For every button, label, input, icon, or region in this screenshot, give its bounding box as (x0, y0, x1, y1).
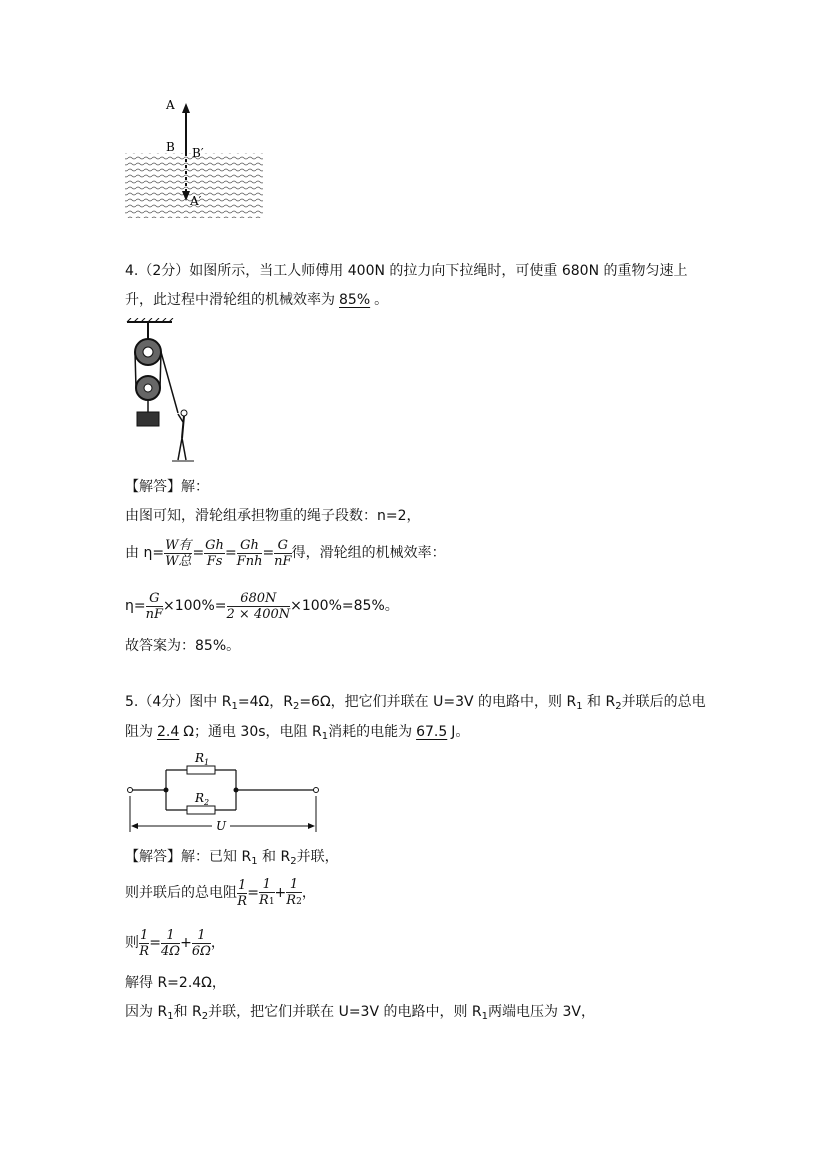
r-a: R (237, 893, 248, 909)
circuit-diagram (122, 748, 332, 838)
worker-head (181, 410, 187, 416)
num680: 680N (227, 591, 291, 607)
sub2d: 2 (290, 856, 297, 867)
q5-sol-label-a: 【解答】解：已知 R (125, 849, 252, 865)
frac-g-nf (274, 538, 291, 569)
one-e: 1 (161, 928, 180, 944)
q4-sol-line2: 由 η= $\frac{\text{W有}}{\text{W总}}$ = $\frac{Gh}{Fs}$ = $\frac{Gh}{\text{Fnh}}$ = $\frac{G}{nF}$ 得，滑轮组的机械效率： (125, 537, 446, 569)
label-b: B (166, 140, 175, 154)
eq-a: = (247, 885, 260, 901)
q4-text-after: 的重物匀速上 (603, 263, 688, 279)
q5-sol-l5-d: 两端电压为 3V， (488, 1004, 595, 1020)
q5-answer2: 67.5 (416, 724, 448, 740)
ohm4: 4Ω (161, 943, 181, 959)
q4-eta-prefix: 由 η= (125, 545, 165, 561)
q5-answer1: 2.4 (157, 724, 180, 740)
q4-solution-label: 【解答】解： (125, 479, 209, 495)
eta: η= (125, 598, 146, 614)
frac-1-r1 (259, 877, 275, 910)
frac-1-r (237, 878, 247, 909)
u-label: U (216, 819, 227, 833)
eq-b: = (149, 935, 162, 951)
sub-r2: 2 (296, 896, 302, 907)
one-b: 1 (259, 877, 275, 893)
water-area (125, 153, 263, 218)
q5-solution-label (125, 848, 339, 871)
w-useful: W有 (165, 537, 192, 553)
q5-l2-c: 消耗的电能为 (328, 724, 413, 740)
r2-den (286, 893, 302, 910)
q4-result: ×100%=85%。 (290, 598, 399, 614)
q5-l2-d: J。 (451, 724, 470, 740)
frac-gh-fs (204, 538, 225, 569)
r-d: R (139, 943, 150, 959)
resistor-r2 (187, 806, 215, 814)
label-a: A (166, 98, 175, 112)
q4-number: 4 (125, 263, 134, 279)
q5-text-b: =4Ω，R (237, 694, 293, 710)
gh-2: Gh (237, 538, 263, 554)
sub2e: 2 (201, 1011, 209, 1022)
sub-r1: 1 (268, 896, 275, 907)
q4-text-l2: 升，此过程中滑轮组的机械效率为 (125, 292, 335, 308)
q4-line2 (125, 291, 388, 309)
q4-score: （2分） (138, 263, 190, 279)
plus-b: + (180, 935, 192, 951)
q5-line2 (125, 723, 469, 746)
r2-label: $R_2$ (195, 791, 210, 807)
nf-2: nF (145, 606, 164, 622)
den2x400: 2 × 400N (226, 606, 291, 622)
g-2: G (146, 591, 163, 607)
weight-block (137, 412, 159, 426)
comma-a: ， (301, 885, 316, 901)
refraction-diagram (120, 95, 270, 225)
r-c: R (286, 892, 297, 908)
gh: Gh (205, 537, 224, 553)
q5-score: （4分） (138, 694, 190, 710)
frac-1-4 (161, 928, 180, 959)
sub1e: 1 (167, 1011, 174, 1022)
ohm6: 6Ω (191, 943, 211, 959)
sub1b: 1 (576, 701, 583, 712)
fs: Fs (206, 553, 223, 569)
q5-l2-b: Ω；通电 30s，电阻 R (183, 724, 322, 740)
q5-sol-line3 (125, 922, 225, 964)
comma-b: ， (210, 935, 225, 951)
q5-sol-l5-a: 因为 R (125, 1004, 168, 1020)
sub1d: 1 (251, 856, 258, 867)
sub2b: 2 (615, 701, 622, 712)
one-c: 1 (286, 877, 302, 893)
q5-number: 5 (125, 694, 134, 710)
pulley-diagram (122, 318, 202, 468)
q4-sol-line3 (125, 585, 399, 627)
q4-weight: 680N (561, 263, 600, 279)
q4-final: 故答案为：85%。 (125, 638, 241, 654)
q4-text-mid: 的拉力向下拉绳时，可使重 (389, 263, 558, 279)
frac-w (164, 538, 192, 569)
nf: nF (274, 553, 292, 569)
r-b: R (259, 892, 269, 908)
fnh: Fnh (236, 553, 263, 569)
q4-period: 。 (374, 292, 389, 308)
frac-1-r-b (139, 928, 149, 959)
g: G (274, 538, 291, 554)
label-b-prime: B′ (192, 146, 204, 160)
sub1c: 1 (321, 731, 329, 742)
q5-text-c: =6Ω，把它们并联在 U=3V 的电路中，则 R (299, 694, 577, 710)
arrow-head-up (182, 103, 190, 113)
r1-label: $R_1$ (195, 751, 210, 767)
sub2: 2 (292, 701, 300, 712)
q5-sol-l2: 则并联后的总电阻 (125, 885, 237, 901)
sub1f: 1 (481, 1011, 489, 1022)
q5-sol-label-b: 和 R (262, 849, 291, 865)
q5-line1: 5.（4分）图中 $R_1=4\Omega$，$R_2=6\Omega$，把它们并联在 U=3V 的电路中，则 $R_1$ 和 $R_2$并联后的总电 (125, 694, 706, 712)
w-total: W总 (165, 553, 192, 569)
frac-680 (227, 591, 291, 622)
q4-sol-line1: 由图可知，滑轮组承担物重的绳子段数：n=2， (125, 508, 421, 524)
q5-sol-line2 (125, 872, 316, 914)
q5-sol-l5-b: 和 R (173, 1004, 202, 1020)
q5-sol-line4: 解得 R=2.4Ω， (125, 975, 226, 991)
resistor-r1 (187, 766, 215, 774)
q4-sol-suffix: 得，滑轮组的机械效率： (291, 545, 446, 561)
q5-sol-l3-prefix: 则 (125, 935, 139, 951)
q5-text-d: 和 R (587, 694, 616, 710)
times100: ×100%= (163, 598, 227, 614)
q4-force: 400N (347, 263, 385, 279)
frac-1-r2 (286, 877, 302, 910)
one-a: 1 (238, 877, 247, 893)
label-a-prime: A′ (190, 194, 202, 208)
one-f: 1 (192, 928, 211, 944)
q4-text: 如图所示，当工人师傅用 (189, 263, 344, 279)
frac-g-nf-2 (146, 591, 163, 622)
frac-1-6 (192, 928, 211, 959)
q5-sol-l5-c: 并联，把它们并联在 U=3V 的电路中，则 R (208, 1004, 482, 1020)
q5-sol-line5 (125, 1003, 595, 1026)
frac-gh-fnh (237, 538, 263, 569)
q4-answer: 85% (339, 292, 371, 308)
one-d: 1 (140, 927, 149, 943)
plus-a: + (274, 885, 287, 901)
q5-l2-a: 阻为 (125, 724, 153, 740)
q5-text-e: 并联后的总电 (621, 694, 706, 710)
sub1: 1 (231, 701, 238, 712)
q5-text-a: 图中 R (189, 694, 232, 710)
r1-den (259, 893, 275, 910)
q5-sol-label-c: 并联， (296, 849, 339, 865)
q4-line1: 4.（2分）如图所示，当工人师傅用 400N 的拉力向下拉绳时，可使重 680N 的重物匀速上 (125, 263, 688, 279)
